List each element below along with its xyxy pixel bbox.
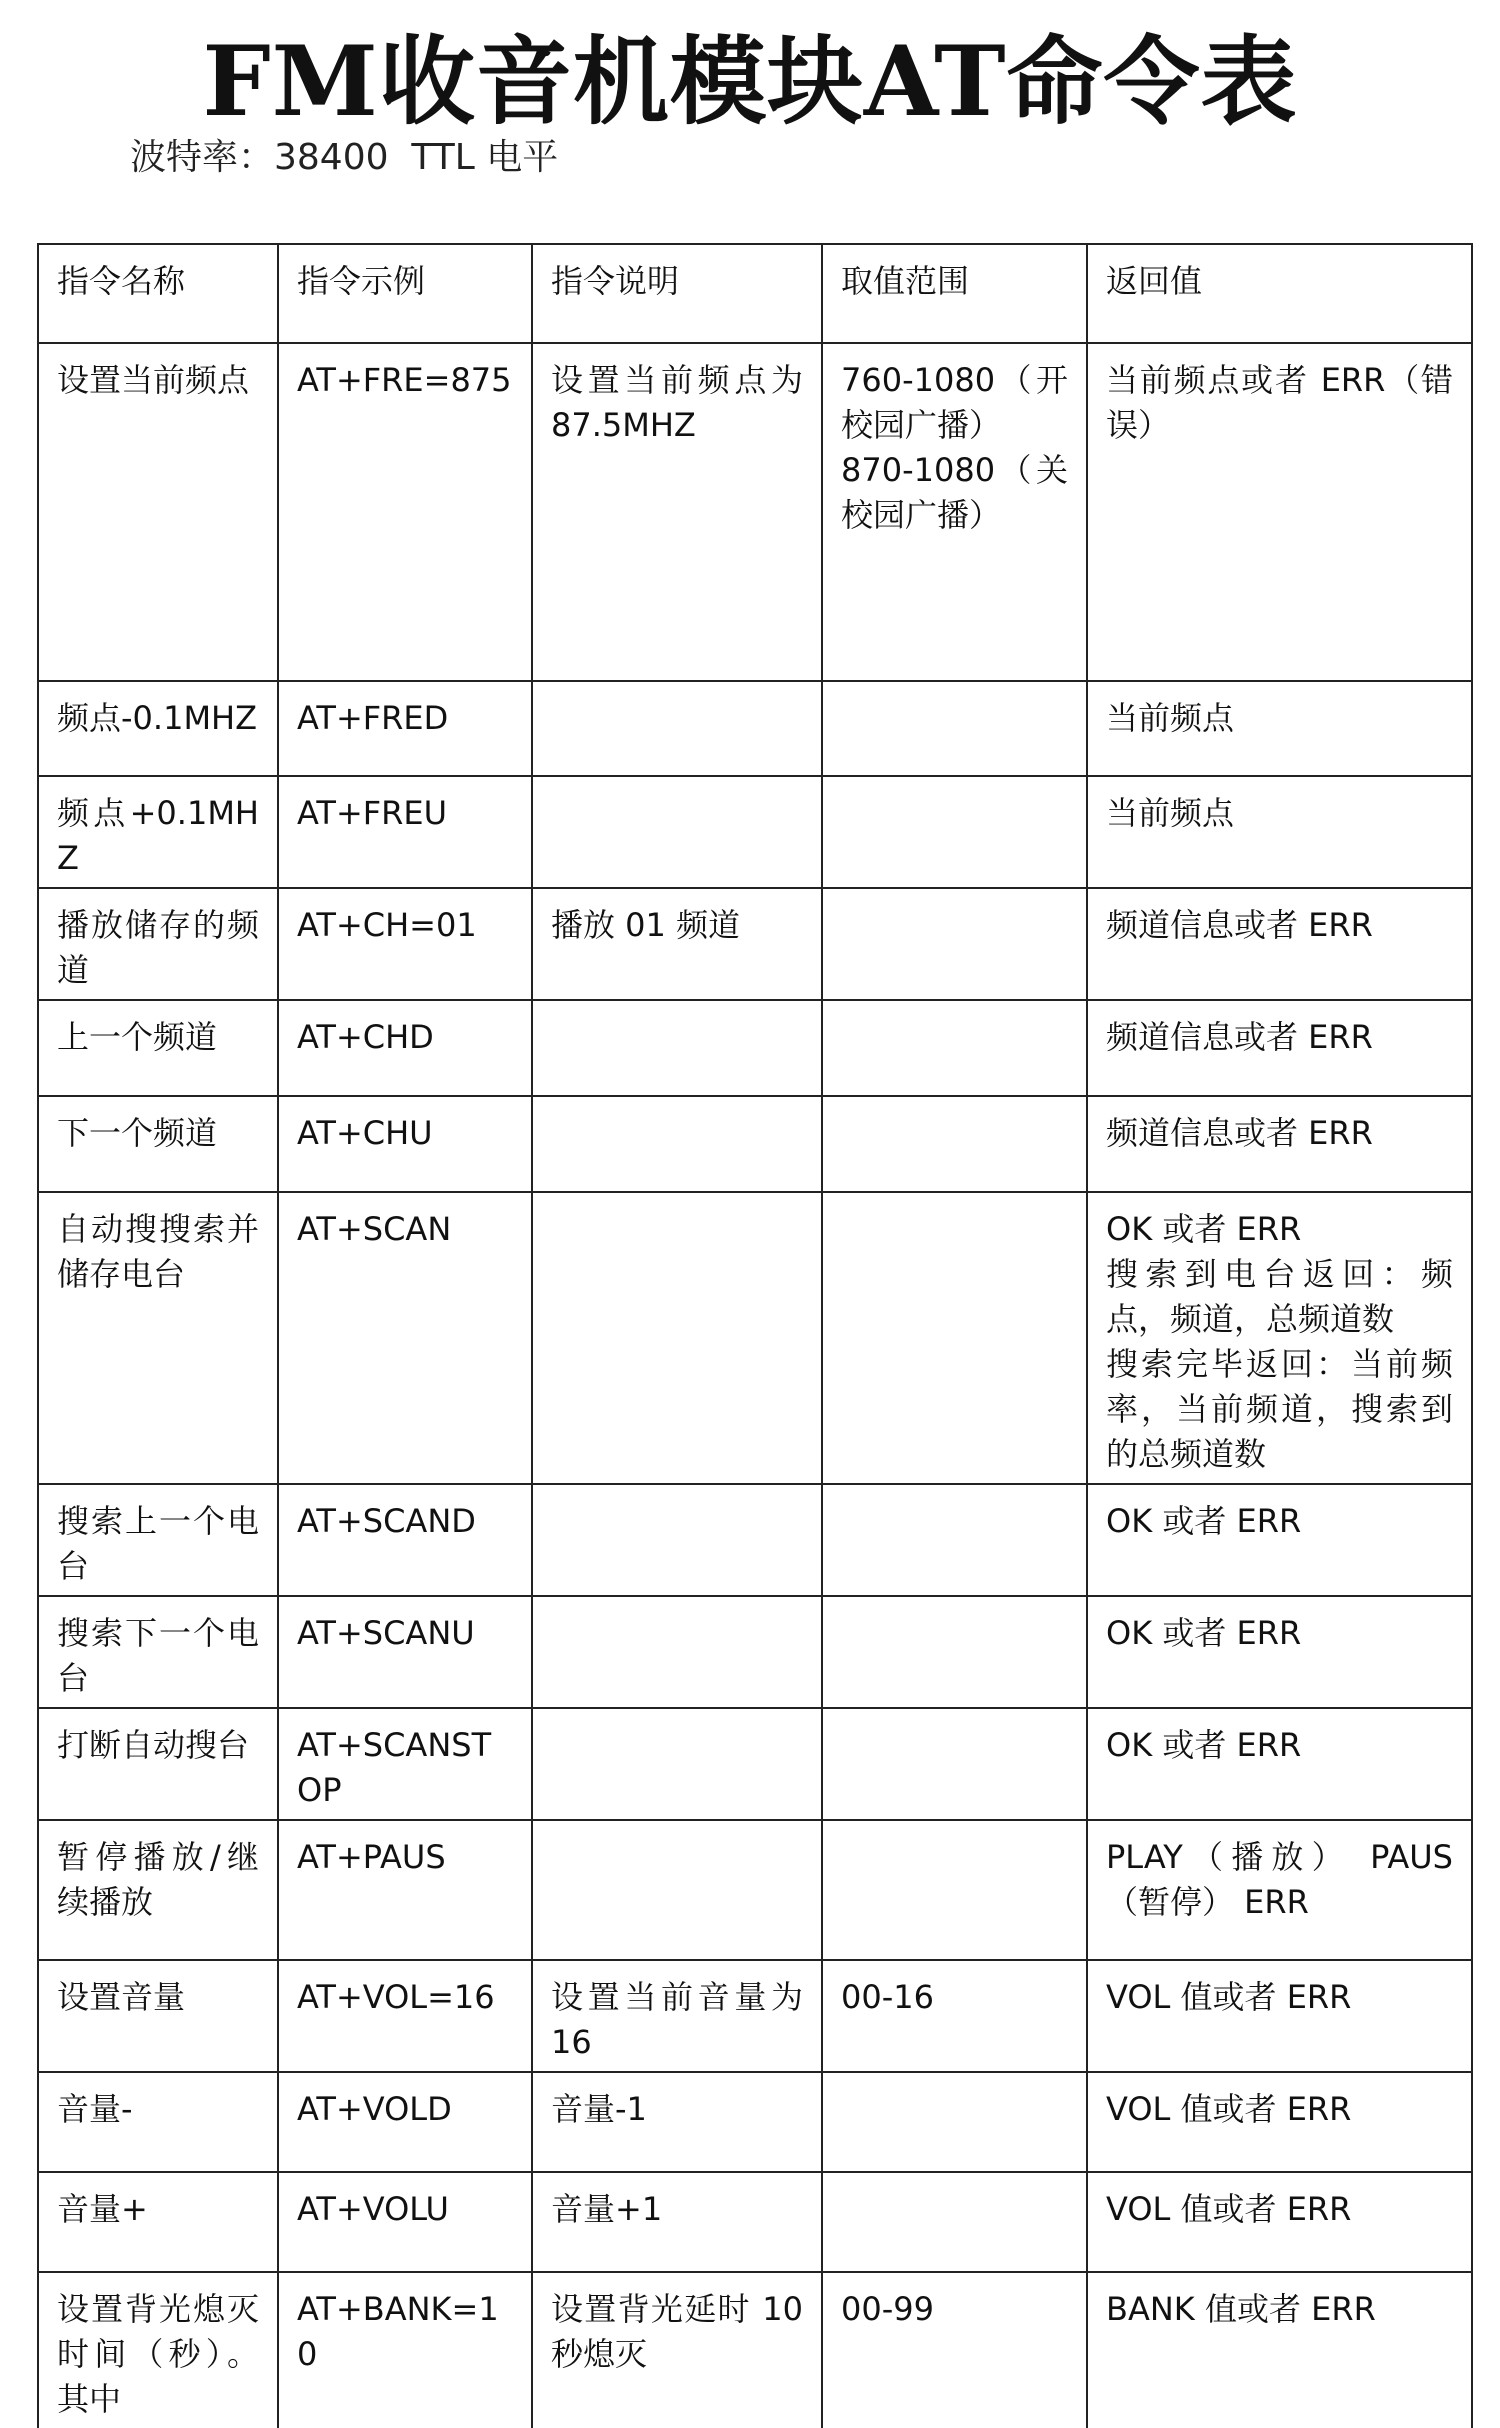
cell-return-value: BANK 值或者 ERR: [1087, 2272, 1472, 2428]
table-row: [38, 1960, 1472, 2072]
cell-command-example: AT+FRE=875: [278, 343, 532, 681]
at-command-table: [37, 243, 1473, 2428]
cell-command-description: [532, 776, 822, 888]
header-cell-name: 指令名称: [38, 244, 278, 343]
table-row: [38, 888, 1472, 1000]
cell-command-example: AT+PAUS: [278, 1820, 532, 1960]
cell-return-value: VOL 值或者 ERR: [1087, 1960, 1472, 2072]
cell-return-value: PLAY（播放） PAUS（暂停） ERR: [1087, 1820, 1472, 1960]
cell-value-range: [822, 1192, 1087, 1484]
cell-command-name: 下一个频道: [38, 1096, 278, 1192]
cell-command-description: 音量+1: [532, 2172, 822, 2272]
cell-command-description: [532, 1000, 822, 1096]
cell-return-value: VOL 值或者 ERR: [1087, 2172, 1472, 2272]
table-row: [38, 681, 1472, 776]
table-row: [38, 2072, 1472, 2172]
cell-command-example: AT+VOL=16: [278, 1960, 532, 2072]
cell-value-range: [822, 776, 1087, 888]
cell-command-name: 搜索上一个电台: [38, 1484, 278, 1596]
cell-command-name: 设置当前频点: [38, 343, 278, 681]
cell-return-value: 频道信息或者 ERR: [1087, 1096, 1472, 1192]
cell-return-value: VOL 值或者 ERR: [1087, 2072, 1472, 2172]
cell-return-value: OK 或者 ERR: [1087, 1708, 1472, 1820]
cell-command-example: AT+SCANSTOP: [278, 1708, 532, 1820]
header-cell-range: 取值范围: [822, 244, 1087, 343]
cell-return-value: 当前频点或者 ERR（错误）: [1087, 343, 1472, 681]
table-row: [38, 2272, 1472, 2428]
cell-command-example: AT+SCANU: [278, 1596, 532, 1708]
cell-return-value: 当前频点: [1087, 776, 1472, 888]
cell-command-example: AT+FRED: [278, 681, 532, 776]
cell-command-description: 音量-1: [532, 2072, 822, 2172]
cell-value-range: [822, 1000, 1087, 1096]
cell-command-description: [532, 1096, 822, 1192]
table-row: [38, 776, 1472, 888]
cell-value-range: [822, 1484, 1087, 1596]
cell-command-description: [532, 1596, 822, 1708]
cell-command-example: AT+FREU: [278, 776, 532, 888]
cell-return-value: OK 或者 ERR 搜索到电台返回：频点，频道，总频道数 搜索完毕返回：当前频率，当前频道，搜索到的总频道数: [1087, 1192, 1472, 1484]
cell-command-description: 设置当前音量为 16: [532, 1960, 822, 2072]
cell-command-example: AT+SCAN: [278, 1192, 532, 1484]
cell-value-range: 00-99: [822, 2272, 1087, 2428]
cell-value-range: [822, 1596, 1087, 1708]
cell-return-value: 当前频点: [1087, 681, 1472, 776]
table-row: [38, 343, 1472, 681]
cell-command-name: 暂停播放/继续播放: [38, 1820, 278, 1960]
header-cell-returns: 返回值: [1087, 244, 1472, 343]
cell-command-description: [532, 1708, 822, 1820]
cell-command-description: 播放 01 频道: [532, 888, 822, 1000]
cell-return-value: 频道信息或者 ERR: [1087, 1000, 1472, 1096]
cell-value-range: [822, 681, 1087, 776]
table-row: [38, 1596, 1472, 1708]
cell-command-name: 频点+0.1MHZ: [38, 776, 278, 888]
cell-command-name: 打断自动搜台: [38, 1708, 278, 1820]
table-row: [38, 1000, 1472, 1096]
cell-return-value: 频道信息或者 ERR: [1087, 888, 1472, 1000]
cell-command-name: 音量+: [38, 2172, 278, 2272]
cell-command-name: 播放储存的频道: [38, 888, 278, 1000]
cell-command-example: AT+VOLD: [278, 2072, 532, 2172]
cell-command-description: 设置当前频点为 87.5MHZ: [532, 343, 822, 681]
cell-command-example: AT+BANK=10: [278, 2272, 532, 2428]
cell-value-range: [822, 2072, 1087, 2172]
cell-command-name: 自动搜搜索并储存电台: [38, 1192, 278, 1484]
cell-return-value: OK 或者 ERR: [1087, 1596, 1472, 1708]
cell-value-range: [822, 1096, 1087, 1192]
table-row: [38, 1484, 1472, 1596]
cell-value-range: 760-1080（开校园广播） 870-1080（关校园广播）: [822, 343, 1087, 681]
table-header-row: [38, 244, 1472, 343]
header-cell-example: 指令示例: [278, 244, 532, 343]
cell-command-description: [532, 1484, 822, 1596]
page-title: FM收音机模块AT命令表: [202, 25, 1298, 138]
cell-command-example: AT+CH=01: [278, 888, 532, 1000]
cell-command-example: AT+CHU: [278, 1096, 532, 1192]
cell-command-name: 设置音量: [38, 1960, 278, 2072]
cell-value-range: [822, 1820, 1087, 1960]
cell-command-name: 频点-0.1MHZ: [38, 681, 278, 776]
cell-return-value: OK 或者 ERR: [1087, 1484, 1472, 1596]
cell-command-description: [532, 681, 822, 776]
cell-value-range: [822, 1708, 1087, 1820]
cell-command-name: 上一个频道: [38, 1000, 278, 1096]
cell-command-name: 音量-: [38, 2072, 278, 2172]
cell-command-example: AT+VOLU: [278, 2172, 532, 2272]
table-row: [38, 1820, 1472, 1960]
header-cell-description: 指令说明: [532, 244, 822, 343]
baud-rate-note: 波特率：38400 TTL 电平: [130, 137, 559, 178]
table-row: [38, 2172, 1472, 2272]
cell-value-range: [822, 2172, 1087, 2272]
cell-command-example: AT+SCAND: [278, 1484, 532, 1596]
cell-command-example: AT+CHD: [278, 1000, 532, 1096]
table-row: [38, 1192, 1472, 1484]
cell-value-range: [822, 888, 1087, 1000]
cell-command-name: 设置背光熄灭时间（秒）。其中: [38, 2272, 278, 2428]
cell-command-description: [532, 1192, 822, 1484]
table-row: [38, 1708, 1472, 1820]
cell-command-description: [532, 1820, 822, 1960]
cell-command-name: 搜索下一个电台: [38, 1596, 278, 1708]
table-row: [38, 1096, 1472, 1192]
cell-value-range: 00-16: [822, 1960, 1087, 2072]
cell-command-description: 设置背光延时 10 秒熄灭: [532, 2272, 822, 2428]
